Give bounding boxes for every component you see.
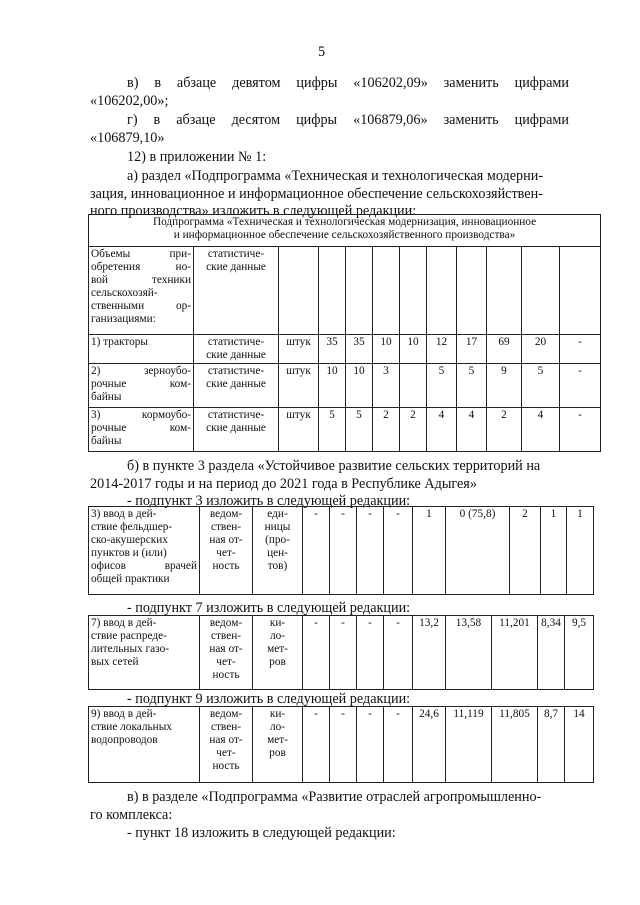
cell-line: ность [212, 760, 240, 772]
word: водопроводов [91, 734, 158, 746]
table-row [89, 335, 601, 364]
cell-line [91, 287, 191, 300]
cell-value: 9,5 [565, 616, 594, 690]
word: ствие локальных [91, 721, 172, 733]
cell-empty [522, 247, 560, 335]
sub9-caption: - подпункт 9 изложить в следующей редакции: [127, 691, 411, 707]
cell-value: 4 [427, 408, 457, 452]
cell-empty [279, 247, 319, 335]
cell-value: - [330, 616, 357, 690]
cell-source [194, 364, 279, 408]
cell-value: - [357, 616, 384, 690]
cell-line: (про- [265, 534, 290, 546]
word: цифрами [514, 75, 569, 91]
word: байны [91, 391, 122, 403]
item-a-line2: зация, инновационное и информационное обеспечение сельскохозяйствен- [90, 186, 543, 202]
word: рочные [91, 378, 127, 390]
cell-line: ность [212, 669, 240, 681]
cell-line [91, 261, 191, 274]
cell-line: ло- [269, 630, 286, 642]
cell-value: - [357, 507, 384, 595]
cell-value: 10 [373, 335, 400, 364]
table-row [89, 616, 594, 690]
cell-empty [457, 247, 487, 335]
cell-line [91, 300, 191, 313]
cell-value: - [560, 408, 601, 452]
word: 7) ввод в дей- [91, 617, 157, 629]
cell-value: - [303, 616, 330, 690]
cell-value: 10 [319, 364, 346, 408]
cell-value: 14 [565, 707, 594, 783]
item-g-line1 [127, 112, 569, 128]
cell-unit [253, 616, 303, 690]
cell-value: - [357, 707, 384, 783]
word: ствие фельдшер- [91, 521, 173, 533]
cell-line [91, 422, 191, 435]
cell-unit: штук [279, 364, 319, 408]
word: пунктов и (или) [91, 547, 167, 559]
cell-unit [253, 507, 303, 595]
cell-empty [400, 247, 427, 335]
cell-line [91, 630, 197, 643]
cell-unit: штук [279, 335, 319, 364]
cell-empty [427, 247, 457, 335]
cell-line [91, 547, 197, 560]
cell-value: 35 [346, 335, 373, 364]
cell-value: 11,119 [446, 707, 492, 783]
word: 9) ввод в дей- [91, 708, 157, 720]
cell-line [91, 560, 197, 573]
cell-line [91, 313, 191, 326]
cell-value: 35 [319, 335, 346, 364]
cell-line [91, 573, 197, 586]
cell-value: - [384, 707, 413, 783]
cell-value: 10 [346, 364, 373, 408]
word: рочные [91, 422, 127, 434]
cell-value: 8,34 [538, 616, 565, 690]
cell-value: 5 [346, 408, 373, 452]
cell-source [194, 408, 279, 452]
cell-empty [346, 247, 373, 335]
cell-value [400, 364, 427, 408]
cell-source [194, 247, 279, 335]
word: в [153, 112, 161, 128]
cell-value: - [384, 616, 413, 690]
p18-caption: - пункт 18 изложить в следующей редакции: [127, 825, 396, 841]
cell-indicator [89, 616, 200, 690]
item-v2-line1: в) в разделе «Подпрограмма «Развитие отраслей агропромышленно- [127, 789, 542, 805]
cell-value: 2 [487, 408, 522, 452]
cell-line: ная от- [209, 534, 243, 546]
cell-line: цен- [267, 547, 288, 559]
table-row [89, 707, 594, 783]
cell-line [91, 508, 197, 521]
word: десятом [231, 112, 281, 128]
sub7-caption: - подпункт 7 изложить в следующей редакции: [127, 600, 411, 616]
word: заменить [443, 112, 499, 128]
header-line: Подпрограмма «Техническая и технологическая модернизация, инновационное [152, 216, 537, 228]
word: в) [127, 75, 139, 91]
cell-line: ведом- [209, 708, 243, 720]
cell-value: - [560, 335, 601, 364]
sub7-table [88, 615, 594, 690]
cell-value: 4 [457, 408, 487, 452]
word: цифры [296, 75, 338, 91]
item-b-line1: б) в пункте 3 раздела «Устойчивое развитие сельских территорий на [127, 458, 541, 474]
cell-empty [373, 247, 400, 335]
word: сельскохозяй- [91, 287, 158, 299]
cell-line [91, 708, 197, 721]
cell-line [91, 391, 191, 404]
table-row [89, 247, 601, 335]
cell-line: ские данные [206, 349, 266, 361]
cell-value: - [330, 707, 357, 783]
sub3-caption: - подпункт 3 изложить в следующей редакции: [127, 493, 411, 509]
cell-value: 9 [487, 364, 522, 408]
item-v2-line2: го комплекса: [90, 807, 173, 823]
cell-line: ло- [269, 721, 286, 733]
cell-value: 12 [427, 335, 457, 364]
item-a-line3: ного производства» изложить в следующей редакции: [90, 203, 417, 219]
word: в [154, 75, 162, 91]
word: заменить [443, 75, 499, 91]
word: техники [151, 274, 191, 286]
cell-value: 13,58 [446, 616, 492, 690]
cell-line: еди- [267, 508, 288, 520]
cell-line: ность [212, 560, 240, 572]
cell-line: ров [269, 656, 286, 668]
table-row [89, 507, 594, 595]
cell-line [91, 656, 197, 669]
word: абзаце [176, 112, 216, 128]
cell-unit: штук [279, 408, 319, 452]
cell-line: статистиче- [207, 336, 265, 348]
cell-line: ские данные [206, 378, 266, 390]
cell-unit [253, 707, 303, 783]
word: общей практики [91, 573, 170, 585]
cell-line [91, 617, 197, 630]
cell-line [91, 336, 191, 349]
page-number: 5 [318, 44, 326, 60]
cell-value: 5 [522, 364, 560, 408]
cell-line: ские данные [206, 422, 266, 434]
cell-line [91, 378, 191, 391]
word: 3) ввод в дей- [91, 508, 157, 520]
table-row [89, 408, 601, 452]
cell-value: 69 [487, 335, 522, 364]
cell-value: 5 [319, 408, 346, 452]
word: девятом [232, 75, 281, 91]
cell-line: чет- [216, 656, 236, 668]
cell-line: чет- [216, 547, 236, 559]
cell-line: ная от- [209, 643, 243, 655]
cell-line: ная от- [209, 734, 243, 746]
word: ганизациями: [91, 313, 156, 325]
cell-value: 5 [427, 364, 457, 408]
table-header [89, 215, 601, 247]
cell-line: ки- [269, 617, 286, 629]
cell-source [200, 507, 253, 595]
cell-line: ские данные [206, 261, 266, 273]
cell-line: мет- [267, 643, 288, 655]
item-b-line2: 2014-2017 годы и на период до 2021 года в Республике Адыгея» [90, 476, 477, 492]
word: ор- [175, 300, 191, 312]
cell-line [91, 734, 197, 747]
cell-value: 0 (75,8) [446, 507, 510, 595]
cell-value: 3 [373, 364, 400, 408]
word: «106202,09» [353, 75, 428, 91]
cell-line [91, 521, 197, 534]
cell-value: 24,6 [413, 707, 446, 783]
item-g-line2: «106879,10» [90, 130, 165, 146]
item-12: 12) в приложении № 1: [127, 149, 267, 165]
word: цифрами [514, 112, 569, 128]
word: обретения [91, 261, 141, 273]
cell-indicator [89, 247, 194, 335]
word: ско-акушерских [91, 534, 168, 546]
cell-line: ведом- [209, 617, 243, 629]
word: зерноубо- [143, 365, 191, 377]
word: вой [91, 274, 108, 286]
cell-value: 2 [373, 408, 400, 452]
cell-line [91, 409, 191, 422]
word: «106879,06» [353, 112, 428, 128]
cell-value: 20 [522, 335, 560, 364]
cell-line: ствен- [210, 721, 242, 733]
cell-line: чет- [216, 747, 236, 759]
cell-value: 8,7 [538, 707, 565, 783]
cell-line: статистиче- [207, 409, 265, 421]
word: ственными [91, 300, 145, 312]
cell-value: - [560, 364, 601, 408]
cell-value: 4 [522, 408, 560, 452]
cell-empty [319, 247, 346, 335]
cell-value: 1 [413, 507, 446, 595]
cell-indicator [89, 335, 194, 364]
cell-value: 17 [457, 335, 487, 364]
header-line: и информационное обеспечение сельскохозяйственного производства» [173, 229, 516, 241]
table-row [89, 364, 601, 408]
cell-value: 11,201 [492, 616, 538, 690]
cell-indicator [89, 707, 200, 783]
cell-value: 13,2 [413, 616, 446, 690]
cell-line: мет- [267, 734, 288, 746]
cell-value: 5 [457, 364, 487, 408]
word: ствие распреде- [91, 630, 167, 642]
cell-empty [487, 247, 522, 335]
cell-source [194, 335, 279, 364]
item-v-line1 [127, 75, 569, 91]
cell-line: статистиче- [207, 365, 265, 377]
item-a-line1: а) раздел «Подпрограмма «Техническая и технологическая модерни- [127, 168, 544, 184]
word: г) [127, 112, 138, 128]
cell-line: ведом- [209, 508, 243, 520]
cell-line: тов) [267, 560, 288, 572]
cell-value: - [303, 707, 330, 783]
cell-value: 1 [541, 507, 567, 595]
cell-line [91, 643, 197, 656]
subprogram-table [88, 214, 601, 452]
word: цифры [296, 112, 338, 128]
word: 1) тракторы [91, 336, 148, 348]
cell-empty [560, 247, 601, 335]
cell-indicator [89, 364, 194, 408]
cell-line: статистиче- [207, 248, 265, 260]
cell-line: ки- [269, 708, 286, 720]
cell-line: ствен- [210, 630, 242, 642]
word: кормоубо- [141, 409, 191, 421]
word: вых сетей [91, 656, 139, 668]
sub3-table [88, 506, 594, 595]
item-v-line2: «106202,00»; [90, 93, 169, 109]
word: при- [169, 248, 191, 260]
word: байны [91, 435, 122, 447]
cell-line [91, 721, 197, 734]
word: ком- [169, 422, 191, 434]
cell-source [200, 707, 253, 783]
cell-line: ров [269, 747, 286, 759]
word: 3) [91, 409, 101, 421]
word: Объемы [91, 248, 131, 260]
cell-line: ствен- [210, 521, 242, 533]
word: ком- [169, 378, 191, 390]
cell-indicator [89, 507, 200, 595]
word: 2) [91, 365, 101, 377]
sub9-table [88, 706, 594, 783]
word: офисов [91, 560, 127, 572]
cell-line [91, 365, 191, 378]
cell-line [91, 534, 197, 547]
cell-value: 11,805 [492, 707, 538, 783]
cell-line [91, 248, 191, 261]
cell-value: 1 [567, 507, 594, 595]
cell-value: - [303, 507, 330, 595]
cell-indicator [89, 408, 194, 452]
cell-line: ницы [264, 521, 291, 533]
word: врачей [164, 560, 197, 572]
cell-line [91, 435, 191, 448]
word: но- [175, 261, 191, 273]
cell-line [91, 274, 191, 287]
cell-value: - [384, 507, 413, 595]
cell-value: 2 [510, 507, 541, 595]
cell-value: 2 [400, 408, 427, 452]
cell-source [200, 616, 253, 690]
cell-value: 10 [400, 335, 427, 364]
cell-value: - [330, 507, 357, 595]
word: абзаце [176, 75, 217, 91]
word: лительных газо- [91, 643, 169, 655]
